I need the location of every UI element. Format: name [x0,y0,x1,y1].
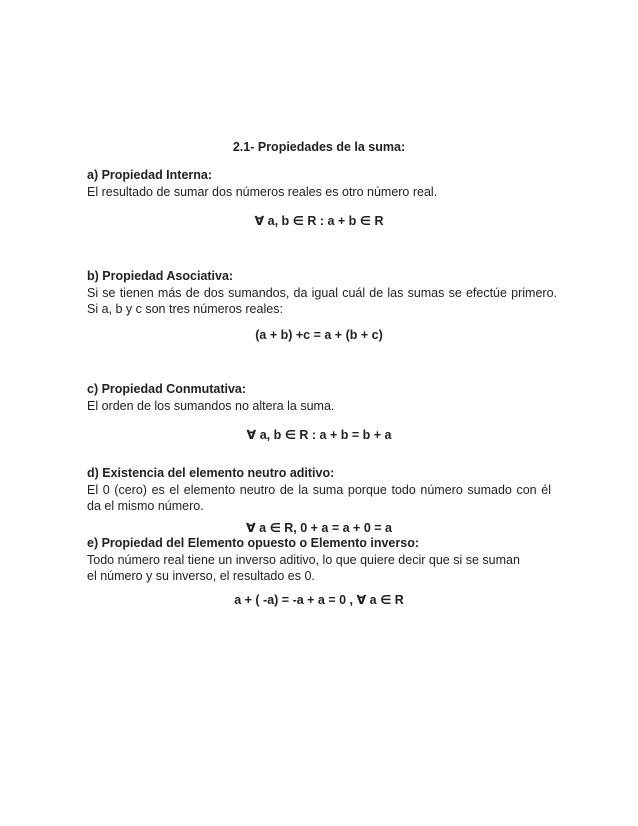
section-c-formula: ∀ a, b ∈ R : a + b = b + a [246,428,392,442]
section-b-heading: b) Propiedad Asociativa: [87,269,234,283]
section-a-formula: ∀ a, b ∈ R : a + b ∈ R [254,214,384,228]
section-c-heading: c) Propiedad Conmutativa: [87,382,247,396]
section-a-heading: a) Propiedad Interna: [87,168,213,182]
section-e-heading: e) Propiedad del Elemento opuesto o Elemento inverso: [87,536,420,550]
section-b-text: Si se tienen más de dos sumandos, da igual cuál de las sumas se efectúe primero. Si a, b y c son tres números reales: [87,286,557,316]
page-title: 2.1- Propiedades de la suma: [232,140,406,154]
section-c-text: El orden de los sumandos no altera la suma. [87,399,335,413]
section-a-text: El resultado de sumar dos números reales es otro número real. [87,185,438,199]
section-b-formula: (a + b) +c = a + (b + c) [255,328,383,342]
section-e-text: Todo número real tiene un inverso aditivo, lo que quiere decir que si se suman el número y su inverso, el resultado es 0. [87,553,520,583]
section-e-formula: a + ( -a) = -a + a = 0 , ∀ a ∈ R [234,593,404,607]
section-d-text: El 0 (cero) es el elemento neutro de la suma porque todo número sumado con él da el mismo número. [87,483,551,513]
section-d-heading: d) Existencia del elemento neutro aditivo: [87,466,335,480]
section-d-formula: ∀ a ∈ R, 0 + a = a + 0 = a [246,521,392,535]
